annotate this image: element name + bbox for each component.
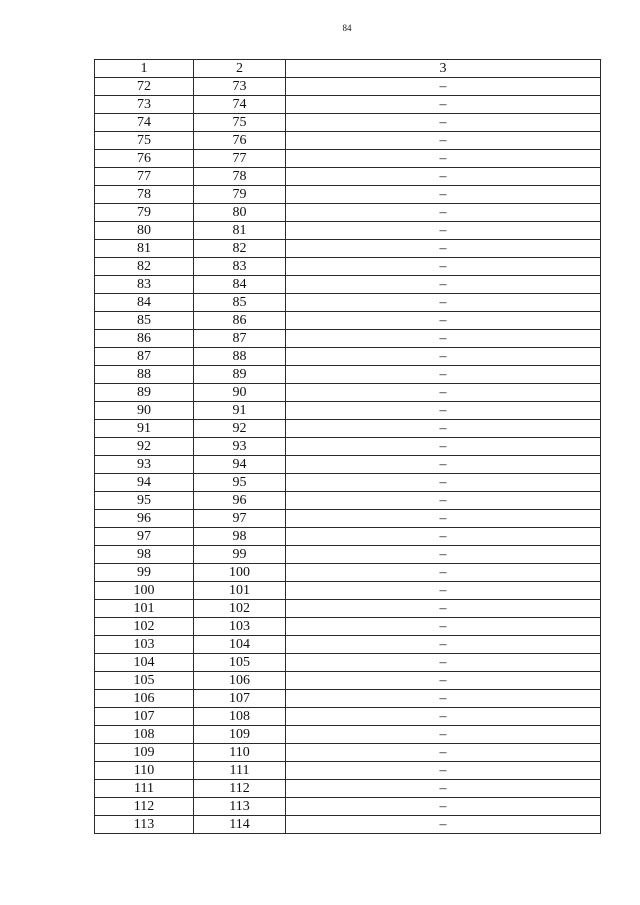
table-row [95, 582, 601, 600]
table-row [95, 708, 601, 726]
table-cell-col-2: 110 [194, 744, 286, 762]
table-row [95, 438, 601, 456]
table-cell-col-3: – [286, 366, 601, 384]
table-cell-col-2: 105 [194, 654, 286, 672]
table-row [95, 690, 601, 708]
table-cell-col-2: 111 [194, 762, 286, 780]
table-row [95, 636, 601, 654]
table-cell-col-2: 76 [194, 132, 286, 150]
table-cell-col-1: 75 [95, 132, 194, 150]
table-cell-col-3: – [286, 636, 601, 654]
table-cell-col-1: 98 [95, 546, 194, 564]
table-row [95, 258, 601, 276]
table-cell-col-1: 94 [95, 474, 194, 492]
table-cell-col-3: – [286, 330, 601, 348]
table-cell-col-2: 89 [194, 366, 286, 384]
table-cell-col-2: 92 [194, 420, 286, 438]
table-cell-col-1: 107 [95, 708, 194, 726]
table-cell-col-2: 91 [194, 402, 286, 420]
table-cell-col-1: 109 [95, 744, 194, 762]
table-row [95, 474, 601, 492]
table-cell-col-1: 89 [95, 384, 194, 402]
table-cell-col-2: 113 [194, 798, 286, 816]
table-row [95, 348, 601, 366]
table-cell-col-3: – [286, 654, 601, 672]
table-row [95, 384, 601, 402]
table-row [95, 654, 601, 672]
table-cell-col-2: 84 [194, 276, 286, 294]
column-header-1: 1 [95, 60, 194, 78]
table-cell-col-3: – [286, 456, 601, 474]
table-cell-col-2: 94 [194, 456, 286, 474]
table-cell-col-1: 77 [95, 168, 194, 186]
table-cell-col-1: 96 [95, 510, 194, 528]
table-cell-col-2: 73 [194, 78, 286, 96]
table-cell-col-3: – [286, 492, 601, 510]
table-cell-col-1: 106 [95, 690, 194, 708]
table-cell-col-2: 106 [194, 672, 286, 690]
table-cell-col-2: 82 [194, 240, 286, 258]
table-row [95, 762, 601, 780]
table-cell-col-1: 90 [95, 402, 194, 420]
table-row [95, 204, 601, 222]
table-cell-col-1: 72 [95, 78, 194, 96]
table-cell-col-1: 103 [95, 636, 194, 654]
table-cell-col-3: – [286, 600, 601, 618]
table-row [95, 780, 601, 798]
table-cell-col-3: – [286, 402, 601, 420]
table-cell-col-1: 105 [95, 672, 194, 690]
table-cell-col-2: 75 [194, 114, 286, 132]
table-cell-col-2: 114 [194, 816, 286, 834]
table-cell-col-2: 109 [194, 726, 286, 744]
table-cell-col-1: 97 [95, 528, 194, 546]
table-row [95, 402, 601, 420]
table-cell-col-2: 96 [194, 492, 286, 510]
table-cell-col-1: 95 [95, 492, 194, 510]
table-cell-col-3: – [286, 186, 601, 204]
table-row [95, 456, 601, 474]
table-cell-col-3: – [286, 546, 601, 564]
table-cell-col-3: – [286, 348, 601, 366]
table-cell-col-2: 90 [194, 384, 286, 402]
table-cell-col-3: – [286, 204, 601, 222]
table-cell-col-3: – [286, 690, 601, 708]
table-cell-col-1: 99 [95, 564, 194, 582]
table-cell-col-3: – [286, 510, 601, 528]
table-cell-col-1: 88 [95, 366, 194, 384]
table-cell-col-1: 74 [95, 114, 194, 132]
table-body [95, 60, 601, 834]
table-cell-col-2: 101 [194, 582, 286, 600]
table-cell-col-1: 78 [95, 186, 194, 204]
table-row [95, 294, 601, 312]
table-row [95, 492, 601, 510]
table-cell-col-2: 87 [194, 330, 286, 348]
table-cell-col-1: 85 [95, 312, 194, 330]
table-row [95, 366, 601, 384]
table-row [95, 96, 601, 114]
table-cell-col-3: – [286, 114, 601, 132]
table-cell-col-1: 108 [95, 726, 194, 744]
table-cell-col-2: 107 [194, 690, 286, 708]
table-row [95, 78, 601, 96]
table-row [95, 222, 601, 240]
table-cell-col-3: – [286, 150, 601, 168]
table-cell-col-3: – [286, 438, 601, 456]
table-cell-col-3: – [286, 276, 601, 294]
table-cell-col-2: 100 [194, 564, 286, 582]
table-row [95, 564, 601, 582]
table-cell-col-1: 113 [95, 816, 194, 834]
table-row [95, 672, 601, 690]
table-cell-col-3: – [286, 744, 601, 762]
table-cell-col-1: 102 [95, 618, 194, 636]
table-cell-col-3: – [286, 762, 601, 780]
table-cell-col-3: – [286, 96, 601, 114]
table-cell-col-3: – [286, 240, 601, 258]
table-cell-col-1: 101 [95, 600, 194, 618]
table-cell-col-3: – [286, 798, 601, 816]
table-cell-col-2: 80 [194, 204, 286, 222]
column-header-2: 2 [194, 60, 286, 78]
table-row [95, 168, 601, 186]
column-header-3: 3 [286, 60, 601, 78]
table-cell-col-1: 81 [95, 240, 194, 258]
table-cell-col-2: 77 [194, 150, 286, 168]
table-cell-col-3: – [286, 294, 601, 312]
table-row [95, 528, 601, 546]
table-cell-col-1: 80 [95, 222, 194, 240]
table-cell-col-1: 87 [95, 348, 194, 366]
table-cell-col-1: 100 [95, 582, 194, 600]
table-row [95, 816, 601, 834]
table-row [95, 546, 601, 564]
table-cell-col-3: – [286, 780, 601, 798]
table-cell-col-3: – [286, 528, 601, 546]
table-cell-col-3: – [286, 564, 601, 582]
table-cell-col-1: 84 [95, 294, 194, 312]
table-row [95, 132, 601, 150]
table-cell-col-3: – [286, 258, 601, 276]
table-cell-col-3: – [286, 78, 601, 96]
table-cell-col-3: – [286, 672, 601, 690]
table-cell-col-1: 73 [95, 96, 194, 114]
table-cell-col-3: – [286, 132, 601, 150]
table-row [95, 726, 601, 744]
table-cell-col-1: 111 [95, 780, 194, 798]
table-cell-col-1: 92 [95, 438, 194, 456]
table-cell-col-3: – [286, 420, 601, 438]
table-cell-col-3: – [286, 708, 601, 726]
table-cell-col-3: – [286, 816, 601, 834]
table-row [95, 744, 601, 762]
table-cell-col-2: 98 [194, 528, 286, 546]
table-cell-col-1: 93 [95, 456, 194, 474]
table-row [95, 420, 601, 438]
table-cell-col-2: 81 [194, 222, 286, 240]
table-cell-col-3: – [286, 726, 601, 744]
table-row [95, 186, 601, 204]
page-number: 84 [342, 23, 352, 33]
table-row [95, 312, 601, 330]
table-cell-col-3: – [286, 582, 601, 600]
table-row [95, 114, 601, 132]
table-cell-col-1: 79 [95, 204, 194, 222]
table-cell-col-1: 83 [95, 276, 194, 294]
table-cell-col-2: 104 [194, 636, 286, 654]
table-cell-col-3: – [286, 168, 601, 186]
table-row [95, 600, 601, 618]
table-cell-col-2: 85 [194, 294, 286, 312]
table-cell-col-2: 88 [194, 348, 286, 366]
table-cell-col-1: 76 [95, 150, 194, 168]
table-cell-col-2: 112 [194, 780, 286, 798]
table-row [95, 150, 601, 168]
table-cell-col-2: 74 [194, 96, 286, 114]
table-cell-col-1: 91 [95, 420, 194, 438]
table-cell-col-2: 78 [194, 168, 286, 186]
table-cell-col-2: 95 [194, 474, 286, 492]
table-cell-col-3: – [286, 312, 601, 330]
table-cell-col-1: 112 [95, 798, 194, 816]
table-cell-col-2: 79 [194, 186, 286, 204]
table-row [95, 330, 601, 348]
data-table [94, 59, 601, 834]
table-cell-col-1: 110 [95, 762, 194, 780]
table-cell-col-3: – [286, 384, 601, 402]
table-row [95, 510, 601, 528]
table-cell-col-3: – [286, 222, 601, 240]
table-row [95, 618, 601, 636]
table-cell-col-2: 102 [194, 600, 286, 618]
table-cell-col-2: 108 [194, 708, 286, 726]
table-cell-col-1: 86 [95, 330, 194, 348]
table-cell-col-2: 97 [194, 510, 286, 528]
table-cell-col-2: 83 [194, 258, 286, 276]
table-cell-col-2: 86 [194, 312, 286, 330]
table-cell-col-2: 103 [194, 618, 286, 636]
table-row [95, 240, 601, 258]
table-cell-col-1: 82 [95, 258, 194, 276]
table-cell-col-3: – [286, 474, 601, 492]
table-cell-col-2: 99 [194, 546, 286, 564]
table-header-row [95, 60, 601, 78]
table-cell-col-3: – [286, 618, 601, 636]
table-cell-col-1: 104 [95, 654, 194, 672]
table-row [95, 276, 601, 294]
table-cell-col-2: 93 [194, 438, 286, 456]
table-row [95, 798, 601, 816]
